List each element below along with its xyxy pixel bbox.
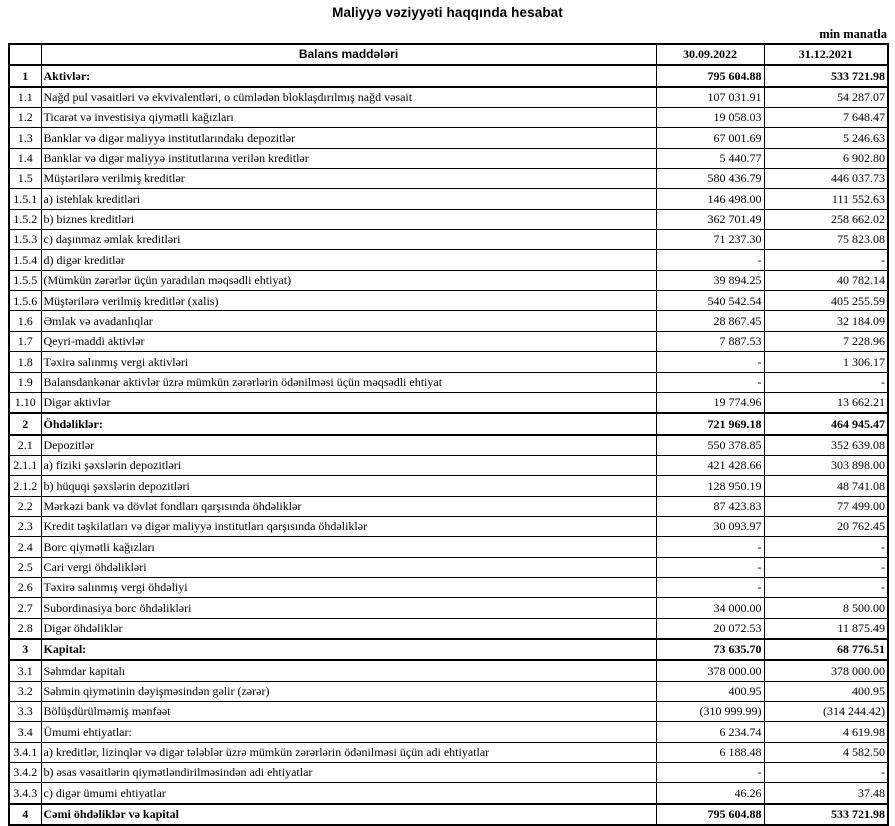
cell-item-label: Əmlak və avadanlıqlar (41, 311, 656, 331)
header-cell-date-1: 30.09.2022 (656, 44, 764, 65)
cell-row-number: 1.5 (9, 169, 41, 189)
cell-item-label: Cari vergi öhdəlikləri (41, 557, 656, 577)
table-row (9, 660, 888, 681)
cell-value-2022: 46.26 (656, 783, 764, 804)
cell-row-number: 1.5.1 (9, 189, 41, 209)
table-row (9, 639, 888, 660)
currency-unit-note: min manatla (819, 27, 887, 41)
cell-item-label: Bölüşdürülməmiş mənfəət (41, 702, 656, 722)
cell-value-2022: 87 423.83 (656, 496, 764, 516)
cell-item-label: (Mümkün zərərlər üçün yaradılan məqsədli ehtiyat) (41, 270, 656, 290)
cell-row-number: 2.6 (9, 577, 41, 597)
cell-row-number: 2.1.2 (9, 476, 41, 496)
header-cell-date-2: 31.12.2021 (764, 44, 888, 65)
cell-value-2021: 37.48 (764, 783, 888, 804)
cell-row-number: 3 (9, 639, 41, 660)
cell-value-2022: 30 093.97 (656, 516, 764, 536)
table-row (9, 722, 888, 742)
table-row (9, 209, 888, 229)
cell-value-2022: 73 635.70 (656, 639, 764, 660)
cell-value-2021: 40 782.14 (764, 270, 888, 290)
cell-item-label: Digər aktivlər (41, 392, 656, 413)
table-row (9, 435, 888, 456)
cell-item-label: b) əsas vəsaitlərin qiymətləndirilməsindən adi ehtiyatlar (41, 763, 656, 783)
cell-value-2021: - (764, 537, 888, 557)
cell-item-label: Müştərilərə verilmiş kreditlər (xalis) (41, 291, 656, 311)
table-row (9, 496, 888, 516)
cell-item-label: Səhmin qiymətinin dəyişməsindən gəlir (zərər) (41, 681, 656, 701)
cell-value-2021: 405 255.59 (764, 291, 888, 311)
cell-value-2022: 19 058.03 (656, 108, 764, 128)
cell-item-label: Mərkəzi bank və dövlət fondları qarşısında öhdəliklər (41, 496, 656, 516)
cell-row-number: 1.5.5 (9, 270, 41, 290)
table-row (9, 128, 888, 148)
cell-value-2021: (314 244.42) (764, 702, 888, 722)
cell-value-2021: 352 639.08 (764, 435, 888, 456)
cell-row-number: 1.1 (9, 87, 41, 108)
cell-row-number: 3.4.2 (9, 763, 41, 783)
cell-value-2021: 446 037.73 (764, 169, 888, 189)
table-row (9, 352, 888, 372)
table-row (9, 763, 888, 783)
cell-value-2021: 533 721.98 (764, 65, 888, 86)
cell-value-2022: - (656, 557, 764, 577)
cell-item-label: a) kreditlər, lizinqlər və digər tələblər üzrə mümkün zərərlərin ödənilməsi üçün adi ehtiyatlar (41, 742, 656, 762)
table-row (9, 311, 888, 331)
cell-value-2022: 20 072.53 (656, 618, 764, 639)
cell-row-number: 4 (9, 804, 41, 825)
cell-item-label: Qeyri-maddi aktivlər (41, 331, 656, 351)
cell-value-2021: - (764, 577, 888, 597)
cell-value-2022: 128 950.19 (656, 476, 764, 496)
cell-value-2022: 580 436.79 (656, 169, 764, 189)
cell-value-2022: 146 498.00 (656, 189, 764, 209)
cell-item-label: Digər öhdəliklər (41, 618, 656, 639)
cell-value-2022: - (656, 763, 764, 783)
cell-row-number: 1.6 (9, 311, 41, 331)
cell-value-2021: 6 902.80 (764, 148, 888, 168)
cell-row-number: 1.9 (9, 372, 41, 392)
cell-row-number: 2.2 (9, 496, 41, 516)
cell-row-number: 1.4 (9, 148, 41, 168)
cell-row-number: 1 (9, 65, 41, 86)
cell-value-2022: 71 237.30 (656, 230, 764, 250)
cell-row-number: 2.3 (9, 516, 41, 536)
cell-value-2022: - (656, 372, 764, 392)
cell-value-2021: 7 228.96 (764, 331, 888, 351)
cell-value-2021: 20 762.45 (764, 516, 888, 536)
cell-item-label: b) biznes kreditləri (41, 209, 656, 229)
cell-item-label: Səhmdar kapitalı (41, 660, 656, 681)
cell-row-number: 2.4 (9, 537, 41, 557)
table-row (9, 455, 888, 475)
table-row (9, 189, 888, 209)
cell-row-number: 2.1.1 (9, 455, 41, 475)
cell-item-label: Balansdankənar aktivlər üzrə mümkün zərərlərin ödənilməsi üçün məqsədli ehtiyat (41, 372, 656, 392)
cell-item-label: Borc qiymətli kağızları (41, 537, 656, 557)
cell-row-number: 2.5 (9, 557, 41, 577)
cell-item-label: d) digər kreditlər (41, 250, 656, 270)
cell-value-2022: 362 701.49 (656, 209, 764, 229)
table-row (9, 413, 888, 434)
cell-value-2021: - (764, 372, 888, 392)
cell-item-label: a) istehlak kreditləri (41, 189, 656, 209)
table-row (9, 804, 888, 825)
cell-value-2021: - (764, 250, 888, 270)
cell-row-number: 1.3 (9, 128, 41, 148)
table-row (9, 372, 888, 392)
cell-row-number: 3.2 (9, 681, 41, 701)
cell-value-2022: - (656, 352, 764, 372)
cell-row-number: 1.7 (9, 331, 41, 351)
table-row (9, 87, 888, 108)
cell-item-label: c) daşınmaz əmlak kreditləri (41, 230, 656, 250)
cell-value-2021: 4 619.98 (764, 722, 888, 742)
cell-row-number: 3.4.3 (9, 783, 41, 804)
cell-value-2021: 13 662.21 (764, 392, 888, 413)
cell-value-2021: 533 721.98 (764, 804, 888, 825)
table-row (9, 681, 888, 701)
balance-sheet-table (8, 43, 889, 826)
cell-row-number: 1.5.4 (9, 250, 41, 270)
cell-value-2022: 34 000.00 (656, 598, 764, 618)
cell-value-2021: 258 662.02 (764, 209, 888, 229)
cell-value-2021: 7 648.47 (764, 108, 888, 128)
cell-value-2022: 6 234.74 (656, 722, 764, 742)
header-cell-items: Balans maddələri (41, 44, 656, 65)
cell-item-label: c) digər ümumi ehtiyatlar (41, 783, 656, 804)
cell-item-label: Müştərilərə verilmiş kreditlər (41, 169, 656, 189)
cell-value-2021: 48 741.08 (764, 476, 888, 496)
cell-value-2021: 303 898.00 (764, 455, 888, 475)
cell-value-2021: 32 184.09 (764, 311, 888, 331)
table-row (9, 598, 888, 618)
table-row (9, 537, 888, 557)
table-row (9, 65, 888, 86)
cell-value-2021: 400.95 (764, 681, 888, 701)
cell-value-2022: 378 000.00 (656, 660, 764, 681)
cell-row-number: 2 (9, 413, 41, 434)
cell-row-number: 2.1 (9, 435, 41, 456)
cell-value-2022: 7 887.53 (656, 331, 764, 351)
cell-row-number: 2.8 (9, 618, 41, 639)
cell-row-number: 1.5.6 (9, 291, 41, 311)
cell-row-number: 1.5.3 (9, 230, 41, 250)
cell-item-label: Depozitlər (41, 435, 656, 456)
cell-item-label: a) fiziki şəxslərin depozitləri (41, 455, 656, 475)
table-row (9, 331, 888, 351)
cell-value-2022: - (656, 537, 764, 557)
page-title: Maliyyə vəziyyəti haqqında hesabat (332, 5, 563, 20)
cell-value-2022: 19 774.96 (656, 392, 764, 413)
cell-value-2021: 77 499.00 (764, 496, 888, 516)
cell-value-2021: 464 945.47 (764, 413, 888, 434)
balance-table-body (9, 65, 888, 825)
table-row (9, 108, 888, 128)
cell-value-2022: - (656, 250, 764, 270)
cell-row-number: 3.4.1 (9, 742, 41, 762)
cell-value-2022: 721 969.18 (656, 413, 764, 434)
cell-value-2022: 107 031.91 (656, 87, 764, 108)
cell-item-label: Cəmi öhdəliklər və kapital (41, 804, 656, 825)
cell-item-label: Təxirə salınmış vergi öhdəliyi (41, 577, 656, 597)
cell-item-label: Təxirə salınmış vergi aktivləri (41, 352, 656, 372)
cell-value-2021: 378 000.00 (764, 660, 888, 681)
cell-value-2022: 550 378.85 (656, 435, 764, 456)
cell-value-2021: 75 823.08 (764, 230, 888, 250)
cell-value-2022: 6 188.48 (656, 742, 764, 762)
cell-row-number: 1.8 (9, 352, 41, 372)
cell-item-label: Banklar və digər maliyyə institutlarına verilən kreditlər (41, 148, 656, 168)
cell-item-label: Aktivlər: (41, 65, 656, 86)
cell-value-2022: 28 867.45 (656, 311, 764, 331)
cell-row-number: 1.2 (9, 108, 41, 128)
cell-item-label: b) hüquqi şəxslərin depozitləri (41, 476, 656, 496)
cell-value-2021: - (764, 763, 888, 783)
cell-value-2021: 54 287.07 (764, 87, 888, 108)
table-row (9, 476, 888, 496)
table-row (9, 557, 888, 577)
cell-item-label: Kredit təşkilatları və digər maliyyə institutları qarşısında öhdəliklər (41, 516, 656, 536)
cell-value-2021: 11 875.49 (764, 618, 888, 639)
cell-value-2021: 1 306.17 (764, 352, 888, 372)
cell-value-2022: 400.95 (656, 681, 764, 701)
table-row (9, 516, 888, 536)
header-cell-number (9, 44, 41, 65)
table-row (9, 169, 888, 189)
cell-item-label: Nağd pul vəsaitləri və ekvivalentləri, o cümlədən bloklaşdırılmış nağd vəsait (41, 87, 656, 108)
table-row (9, 148, 888, 168)
cell-item-label: Kapital: (41, 639, 656, 660)
cell-value-2021: 4 582.50 (764, 742, 888, 762)
cell-item-label: Öhdəliklər: (41, 413, 656, 434)
table-row (9, 577, 888, 597)
table-row (9, 742, 888, 762)
cell-value-2021: 111 552.63 (764, 189, 888, 209)
table-header (9, 44, 888, 65)
cell-row-number: 3.3 (9, 702, 41, 722)
cell-value-2022: 5 440.77 (656, 148, 764, 168)
cell-value-2021: 5 246.63 (764, 128, 888, 148)
cell-value-2021: - (764, 557, 888, 577)
cell-value-2022: (310 999.99) (656, 702, 764, 722)
cell-item-label: Subordinasiya borc öhdəlikləri (41, 598, 656, 618)
table-row (9, 702, 888, 722)
cell-value-2022: 39 894.25 (656, 270, 764, 290)
table-row (9, 618, 888, 639)
cell-row-number: 2.7 (9, 598, 41, 618)
cell-value-2022: 540 542.54 (656, 291, 764, 311)
cell-value-2022: 795 604.88 (656, 65, 764, 86)
cell-value-2022: 67 001.69 (656, 128, 764, 148)
table-row (9, 230, 888, 250)
table-row (9, 783, 888, 804)
cell-value-2022: - (656, 577, 764, 597)
cell-value-2022: 421 428.66 (656, 455, 764, 475)
header-row (9, 44, 888, 65)
cell-row-number: 3.4 (9, 722, 41, 742)
cell-item-label: Ümumi ehtiyatlar: (41, 722, 656, 742)
cell-item-label: Ticarət və investisiya qiymətli kağızları (41, 108, 656, 128)
cell-row-number: 1.10 (9, 392, 41, 413)
cell-value-2022: 795 604.88 (656, 804, 764, 825)
table-row (9, 291, 888, 311)
table-row (9, 392, 888, 413)
cell-value-2021: 68 776.51 (764, 639, 888, 660)
table-row (9, 270, 888, 290)
cell-row-number: 1.5.2 (9, 209, 41, 229)
cell-row-number: 3.1 (9, 660, 41, 681)
cell-item-label: Banklar və digər maliyyə institutlarındakı depozitlər (41, 128, 656, 148)
cell-value-2021: 8 500.00 (764, 598, 888, 618)
table-row (9, 250, 888, 270)
